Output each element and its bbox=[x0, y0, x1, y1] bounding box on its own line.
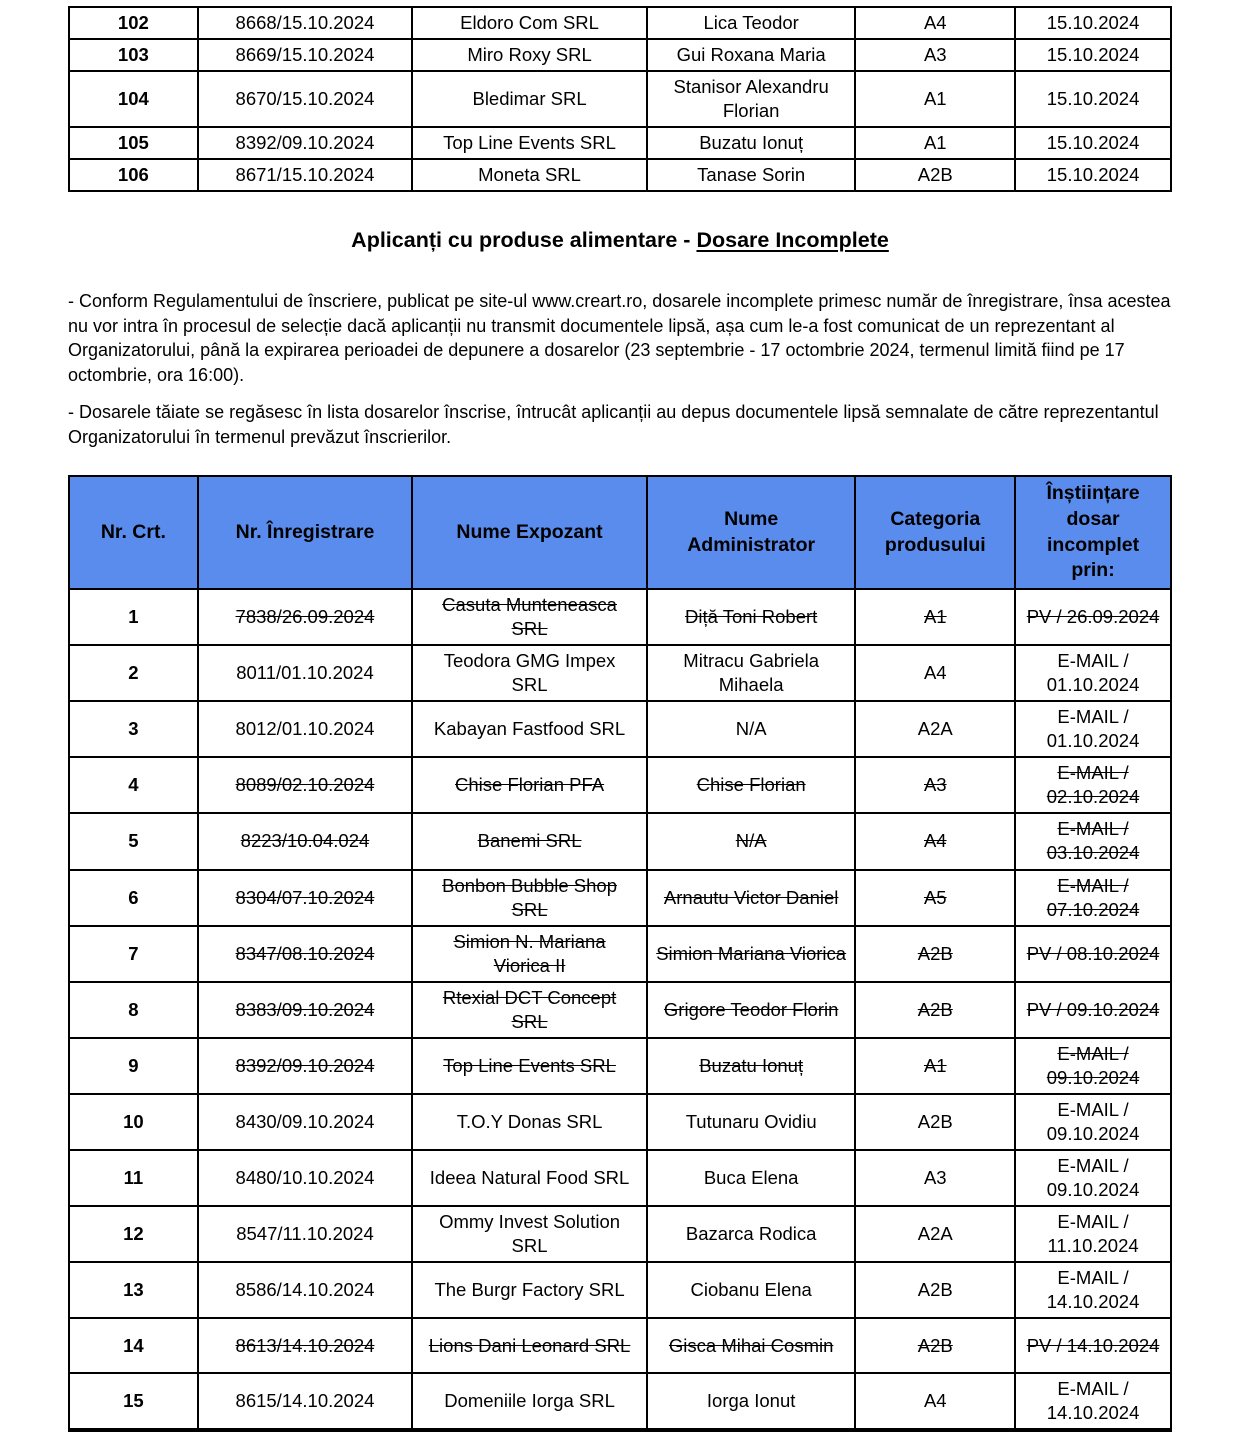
cell-nume-expozant: Ommy Invest Solution SRL bbox=[412, 1206, 647, 1262]
cell-nr-crt: 1 bbox=[69, 589, 198, 645]
cell-nr-inregistrare: 8669/15.10.2024 bbox=[198, 39, 413, 71]
cell-categoria: A1 bbox=[855, 71, 1015, 127]
cell-categoria: A2B bbox=[855, 1318, 1015, 1373]
cell-nume-expozant: Chise Florian PFA bbox=[412, 757, 647, 813]
header-row bbox=[69, 476, 1171, 589]
cell-nume-expozant: Top Line Events SRL bbox=[412, 127, 647, 159]
table-row bbox=[69, 926, 1171, 982]
cell-nr-crt: 105 bbox=[69, 127, 198, 159]
cell-instiintare: PV / 08.10.2024 bbox=[1015, 926, 1171, 982]
cell-categoria: A3 bbox=[855, 39, 1015, 71]
cell-nume-administrator: Mitracu Gabriela Mihaela bbox=[647, 645, 856, 701]
cell-categoria: A2B bbox=[855, 1262, 1015, 1318]
section-title-prefix: Aplicanți cu produse alimentare - bbox=[351, 228, 697, 253]
table-row bbox=[69, 1262, 1171, 1318]
cell-nume-expozant: Lions Dani Leonard SRL bbox=[412, 1318, 647, 1373]
cell-nume-administrator: N/A bbox=[647, 701, 856, 757]
cell-nume-expozant: Kabayan Fastfood SRL bbox=[412, 701, 647, 757]
registered-applicants-table bbox=[68, 6, 1172, 192]
cell-instiintare: E-MAIL / 11.10.2024 bbox=[1015, 1206, 1171, 1262]
cell-nr-crt: 6 bbox=[69, 870, 198, 926]
cell-categoria: A2B bbox=[855, 159, 1015, 191]
cell-nr-inregistrare: 8089/02.10.2024 bbox=[198, 757, 413, 813]
cell-nume-administrator: Bazarca Rodica bbox=[647, 1206, 856, 1262]
table-row bbox=[69, 1094, 1171, 1150]
cell-nr-crt: 4 bbox=[69, 757, 198, 813]
note-registration-rule: - Conform Regulamentului de înscriere, publicat pe site-ul www.creart.ro, dosarele incomplete primesc număr de înregistrare, însa acestea nu vor intra în procesul de selecție dacă aplicanții nu transmit documentele lipsă, așa cum le-a fost comunicat de un reprezentant al Organizatorului, până la expirarea perioadei de depunere a dosarelor (23 septembrie - 17 octombrie 2024, termenul limită fiind pe 17 octombrie, ora 16:00). bbox=[68, 291, 1171, 385]
cell-nr-inregistrare: 8547/11.10.2024 bbox=[198, 1206, 413, 1262]
cell-nume-administrator: Arnautu Victor Daniel bbox=[647, 870, 856, 926]
cell-nume-administrator: Simion Mariana Viorica bbox=[647, 926, 856, 982]
cell-categoria: A3 bbox=[855, 1150, 1015, 1206]
cell-nume-administrator: Gui Roxana Maria bbox=[647, 39, 856, 71]
cell-nr-crt: 104 bbox=[69, 71, 198, 127]
cell-categoria: A2B bbox=[855, 982, 1015, 1038]
cell-nume-expozant: Banemi SRL bbox=[412, 813, 647, 869]
cell-instiintare: E-MAIL / 09.10.2024 bbox=[1015, 1150, 1171, 1206]
cell-nr-crt: 106 bbox=[69, 159, 198, 191]
cell-nr-crt: 13 bbox=[69, 1262, 198, 1318]
table-row bbox=[69, 701, 1171, 757]
table-row bbox=[69, 39, 1171, 71]
cell-instiintare: PV / 14.10.2024 bbox=[1015, 1318, 1171, 1373]
table-row bbox=[69, 159, 1171, 191]
table-row bbox=[69, 7, 1171, 39]
cell-nume-administrator: Lica Teodor bbox=[647, 7, 856, 39]
cell-nr-inregistrare: 8011/01.10.2024 bbox=[198, 645, 413, 701]
note-struck-dossiers: - Dosarele tăiate se regăsesc în lista dosarelor înscrise, întrucât aplicanții au depus documentele lipsă semnalate de către reprezentantul Organizatorului în termenul prevăzut înscrierilor. bbox=[68, 402, 1159, 447]
table-row bbox=[69, 1318, 1171, 1373]
cell-nr-crt: 11 bbox=[69, 1150, 198, 1206]
cell-categoria: A2A bbox=[855, 1206, 1015, 1262]
cell-nume-administrator: Grigore Teodor Florin bbox=[647, 982, 856, 1038]
cell-nr-crt: 15 bbox=[69, 1373, 198, 1430]
cell-nume-administrator: Tanase Sorin bbox=[647, 159, 856, 191]
cell-nume-expozant: Simion N. Mariana Viorica II bbox=[412, 926, 647, 982]
cell-categoria: A4 bbox=[855, 645, 1015, 701]
header-nr-crt: Nr. Crt. bbox=[69, 476, 198, 589]
cell-categoria: A4 bbox=[855, 1373, 1015, 1430]
cell-data: 15.10.2024 bbox=[1015, 7, 1171, 39]
cell-nume-administrator: Buca Elena bbox=[647, 1150, 856, 1206]
section-title-underlined: Dosare Incomplete bbox=[696, 228, 889, 253]
cell-nr-inregistrare: 8671/15.10.2024 bbox=[198, 159, 413, 191]
header-nume-administrator: Nume Administrator bbox=[647, 476, 856, 589]
table-row bbox=[69, 589, 1171, 645]
cell-nr-inregistrare: 8586/14.10.2024 bbox=[198, 1262, 413, 1318]
cell-nume-expozant: Bledimar SRL bbox=[412, 71, 647, 127]
incomplete-dossiers-table bbox=[68, 475, 1172, 1432]
cell-nume-administrator: N/A bbox=[647, 813, 856, 869]
cell-categoria: A2A bbox=[855, 701, 1015, 757]
cell-nr-crt: 103 bbox=[69, 39, 198, 71]
table-row bbox=[69, 870, 1171, 926]
cell-nr-crt: 2 bbox=[69, 645, 198, 701]
cell-nr-inregistrare: 8430/09.10.2024 bbox=[198, 1094, 413, 1150]
cell-instiintare: E-MAIL / 03.10.2024 bbox=[1015, 813, 1171, 869]
cell-categoria: A4 bbox=[855, 7, 1015, 39]
cell-nr-crt: 12 bbox=[69, 1206, 198, 1262]
cell-nume-administrator: Gisca Mihai Cosmin bbox=[647, 1318, 856, 1373]
cell-nume-administrator: Diță Toni Robert bbox=[647, 589, 856, 645]
cell-instiintare: PV / 09.10.2024 bbox=[1015, 982, 1171, 1038]
cell-nr-inregistrare: 8480/10.10.2024 bbox=[198, 1150, 413, 1206]
table-row bbox=[69, 127, 1171, 159]
cell-categoria: A2B bbox=[855, 1094, 1015, 1150]
cell-nume-expozant: Moneta SRL bbox=[412, 159, 647, 191]
cell-nr-inregistrare: 8670/15.10.2024 bbox=[198, 71, 413, 127]
cell-nume-expozant: T.O.Y Donas SRL bbox=[412, 1094, 647, 1150]
cell-instiintare: E-MAIL / 01.10.2024 bbox=[1015, 701, 1171, 757]
table-row bbox=[69, 1038, 1171, 1094]
table-row bbox=[69, 982, 1171, 1038]
cell-nume-expozant: Eldoro Com SRL bbox=[412, 7, 647, 39]
table-row bbox=[69, 813, 1171, 869]
cell-nr-crt: 9 bbox=[69, 1038, 198, 1094]
table-row bbox=[69, 1206, 1171, 1262]
cell-nume-administrator: Iorga Ionut bbox=[647, 1373, 856, 1430]
cell-nr-inregistrare: 8223/10.04.024 bbox=[198, 813, 413, 869]
table-row bbox=[69, 757, 1171, 813]
cell-nr-inregistrare: 8392/09.10.2024 bbox=[198, 127, 413, 159]
cell-data: 15.10.2024 bbox=[1015, 39, 1171, 71]
cell-nr-inregistrare: 8392/09.10.2024 bbox=[198, 1038, 413, 1094]
cell-nume-administrator: Ciobanu Elena bbox=[647, 1262, 856, 1318]
cell-nume-administrator: Stanisor Alexandru Florian bbox=[647, 71, 856, 127]
cell-nr-inregistrare: 8347/08.10.2024 bbox=[198, 926, 413, 982]
cell-nume-expozant: Domeniile Iorga SRL bbox=[412, 1373, 647, 1430]
cell-nume-administrator: Buzatu Ionuț bbox=[647, 127, 856, 159]
table-row bbox=[69, 1373, 1171, 1430]
table-row bbox=[69, 645, 1171, 701]
cell-nume-expozant: Teodora GMG Impex SRL bbox=[412, 645, 647, 701]
cell-nume-expozant: Casuta Munteneasca SRL bbox=[412, 589, 647, 645]
table-row bbox=[69, 71, 1171, 127]
cell-instiintare: E-MAIL / 02.10.2024 bbox=[1015, 757, 1171, 813]
cell-categoria: A1 bbox=[855, 127, 1015, 159]
cell-nume-administrator: Buzatu Ionuț bbox=[647, 1038, 856, 1094]
cell-nr-crt: 102 bbox=[69, 7, 198, 39]
cell-nume-administrator: Chise Florian bbox=[647, 757, 856, 813]
cell-nr-crt: 7 bbox=[69, 926, 198, 982]
cell-instiintare: E-MAIL / 07.10.2024 bbox=[1015, 870, 1171, 926]
cell-instiintare: PV / 26.09.2024 bbox=[1015, 589, 1171, 645]
header-instiintare: Înștiințare dosar incomplet prin: bbox=[1015, 476, 1171, 589]
cell-instiintare: E-MAIL / 14.10.2024 bbox=[1015, 1373, 1171, 1430]
cell-nr-inregistrare: 8615/14.10.2024 bbox=[198, 1373, 413, 1430]
cell-nume-expozant: Miro Roxy SRL bbox=[412, 39, 647, 71]
header-nr-inregistrare: Nr. Înregistrare bbox=[198, 476, 413, 589]
cell-nume-expozant: Top Line Events SRL bbox=[412, 1038, 647, 1094]
cell-nume-administrator: Tutunaru Ovidiu bbox=[647, 1094, 856, 1150]
cell-nume-expozant: The Burgr Factory SRL bbox=[412, 1262, 647, 1318]
notes-block bbox=[68, 289, 1172, 449]
cell-nr-crt: 5 bbox=[69, 813, 198, 869]
cell-categoria: A4 bbox=[855, 813, 1015, 869]
cell-categoria: A2B bbox=[855, 926, 1015, 982]
cell-categoria: A5 bbox=[855, 870, 1015, 926]
table-row bbox=[69, 1150, 1171, 1206]
cell-nume-expozant: Bonbon Bubble Shop SRL bbox=[412, 870, 647, 926]
cell-nr-inregistrare: 8304/07.10.2024 bbox=[198, 870, 413, 926]
cell-nr-inregistrare: 8012/01.10.2024 bbox=[198, 701, 413, 757]
cell-categoria: A1 bbox=[855, 589, 1015, 645]
cell-data: 15.10.2024 bbox=[1015, 159, 1171, 191]
cell-nume-expozant: Rtexial DCT Concept SRL bbox=[412, 982, 647, 1038]
cell-data: 15.10.2024 bbox=[1015, 127, 1171, 159]
cell-instiintare: E-MAIL / 14.10.2024 bbox=[1015, 1262, 1171, 1318]
cell-nr-crt: 10 bbox=[69, 1094, 198, 1150]
cell-nr-inregistrare: 8668/15.10.2024 bbox=[198, 7, 413, 39]
cell-data: 15.10.2024 bbox=[1015, 71, 1171, 127]
cell-nr-inregistrare: 7838/26.09.2024 bbox=[198, 589, 413, 645]
header-nume-expozant: Nume Expozant bbox=[412, 476, 647, 589]
cell-instiintare: E-MAIL / 09.10.2024 bbox=[1015, 1094, 1171, 1150]
cell-nume-expozant: Ideea Natural Food SRL bbox=[412, 1150, 647, 1206]
header-categoria: Categoria produsului bbox=[855, 476, 1015, 589]
cell-nr-crt: 3 bbox=[69, 701, 198, 757]
cell-nr-inregistrare: 8383/09.10.2024 bbox=[198, 982, 413, 1038]
cell-nr-crt: 8 bbox=[69, 982, 198, 1038]
section-title bbox=[68, 228, 1172, 253]
cell-instiintare: E-MAIL / 01.10.2024 bbox=[1015, 645, 1171, 701]
cell-categoria: A3 bbox=[855, 757, 1015, 813]
cell-nr-crt: 14 bbox=[69, 1318, 198, 1373]
cell-instiintare: E-MAIL / 09.10.2024 bbox=[1015, 1038, 1171, 1094]
cell-categoria: A1 bbox=[855, 1038, 1015, 1094]
cell-nr-inregistrare: 8613/14.10.2024 bbox=[198, 1318, 413, 1373]
